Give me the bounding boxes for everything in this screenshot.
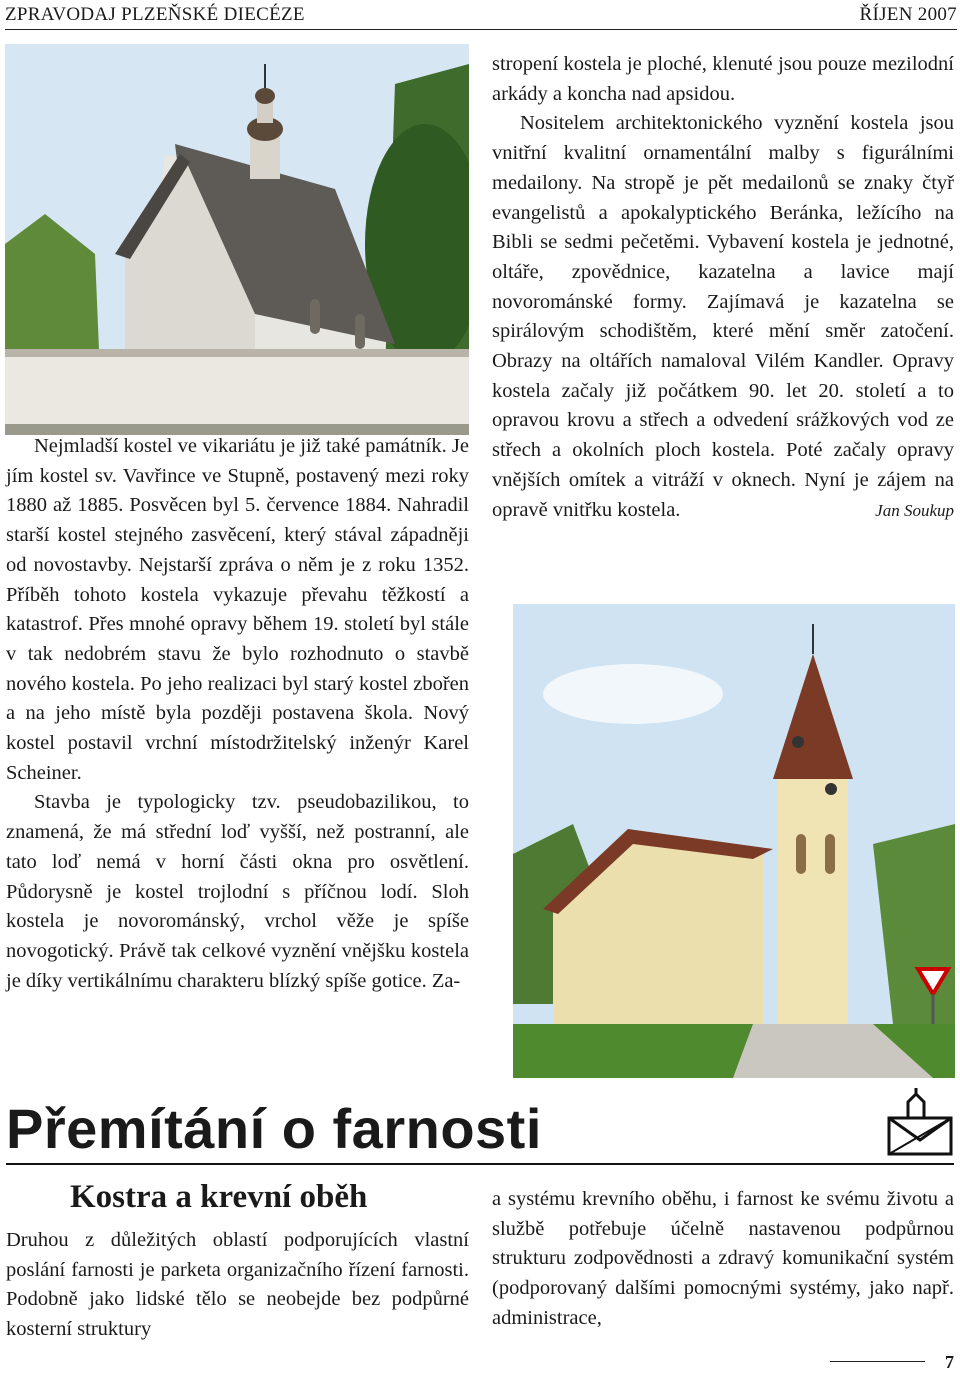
section-left-text <box>6 1226 469 1345</box>
paragraph-text: Nositelem architektonického vyznění kostela jsou vnitřní kvalitní ornamentální malby s figurálními medailony. Na stropě je pět medailonů se znaky čtyř evangelistů a apokalyptického Beránka, ležícího na Bibli se sedmi pečetěmi. Vybavení kostela je jednotné, oltáře, zpovědnice, kazatelna a lavice mají novorománské formy. Zajímavá je kazatelna se spirálovým schodištěm, které mění směr zatočení. Obrazy na oltářích namaloval Vilém Kandler. Opravy kostela začaly již počátkem 90. let 20. století a to opravou krovu a střech a odvedení srážkových vod ze střech a okolních ploch kostela. Poté začaly opravy vnějších omítek a vitráží v oknech. Nyní je zájem na opravě vnitřku kostela. <box>492 112 954 521</box>
paragraph: Nejmladší kostel ve vikariátu je již také památník. Je jím kostel sv. Vavřince ve Stupně, postavený mezi roky 1880 až 1885. Posvěcen byl 5. července 1884. Nahradil starší kostel stejného zasvěcení, který stával západněji od novostavby. Nejstarší zpráva o něm je z roku 1352. Příběh tohoto kostela vykazuje převahu těžkostí a katastrof. Přes mnohé opravy během 19. století byl stále v tak nedobrém stavu že bylo rozhodnuto o stavbě nového kostela. Po jeho realizaci byl starý kostel zbořen a na jeho místě byla později postavena škola. Nový kostel postavil vrchní místodržitelský inženýr Karel Scheiner. <box>6 435 469 784</box>
page-number: 7 <box>945 1352 954 1372</box>
section-right-text <box>492 1185 954 1334</box>
old-church-photo <box>5 44 469 435</box>
header-rule <box>5 29 957 30</box>
publication-title: ZPRAVODAJ PLZEŇSKÉ DIECÉZE <box>5 4 305 25</box>
right-column-text <box>492 50 954 525</box>
author-signature: Jan Soukup <box>875 500 954 520</box>
paragraph: stropení kostela je ploché, klenuté jsou pouze mezilodní arkády a koncha nad apsidou. <box>492 53 954 105</box>
section-title: Přemítání o farnosti <box>6 1097 542 1160</box>
paragraph: Druhou z důležitých oblastí podporujících vlastní poslání farnosti je parketa organizačního řízení farnosti. Podobně jako lidské tělo se neobejde bez podpůrné kosterní struktury <box>6 1229 469 1341</box>
section-rule <box>6 1163 954 1165</box>
article-subtitle: Kostra a krevní oběh <box>70 1179 368 1215</box>
issue-date: ŘÍJEN 2007 <box>859 4 957 25</box>
left-column-text <box>6 432 469 996</box>
new-church-photo <box>513 604 955 1078</box>
page-header <box>0 0 960 28</box>
church-envelope-icon <box>886 1088 954 1158</box>
paragraph: a systému krevního oběhu, i farnost ke svému životu a službě potřebuje účelně nastavenou podpůrnou strukturu zodpovědnosti a zdravý komunikační systém (podporovaný dalšími pomocnými systémy, jako např. administrace, <box>492 1188 954 1329</box>
paragraph <box>492 109 954 525</box>
paragraph: Stavba je typologicky tzv. pseudobazilikou, to znamená, že má střední loď vyšší, než postranní, ale tato loď nemá v horní části okna pro osvětlení. Půdorysně je kostel trojlodní s příčnou lodí. Sloh kostela je novorománský, vrchol věže je spíše novogotický. Právě tak celkové vyznění vnějšku kostela je díky vertikálnímu charakteru blízký spíše gotice. Za- <box>6 791 469 992</box>
footer-rule <box>830 1361 925 1362</box>
